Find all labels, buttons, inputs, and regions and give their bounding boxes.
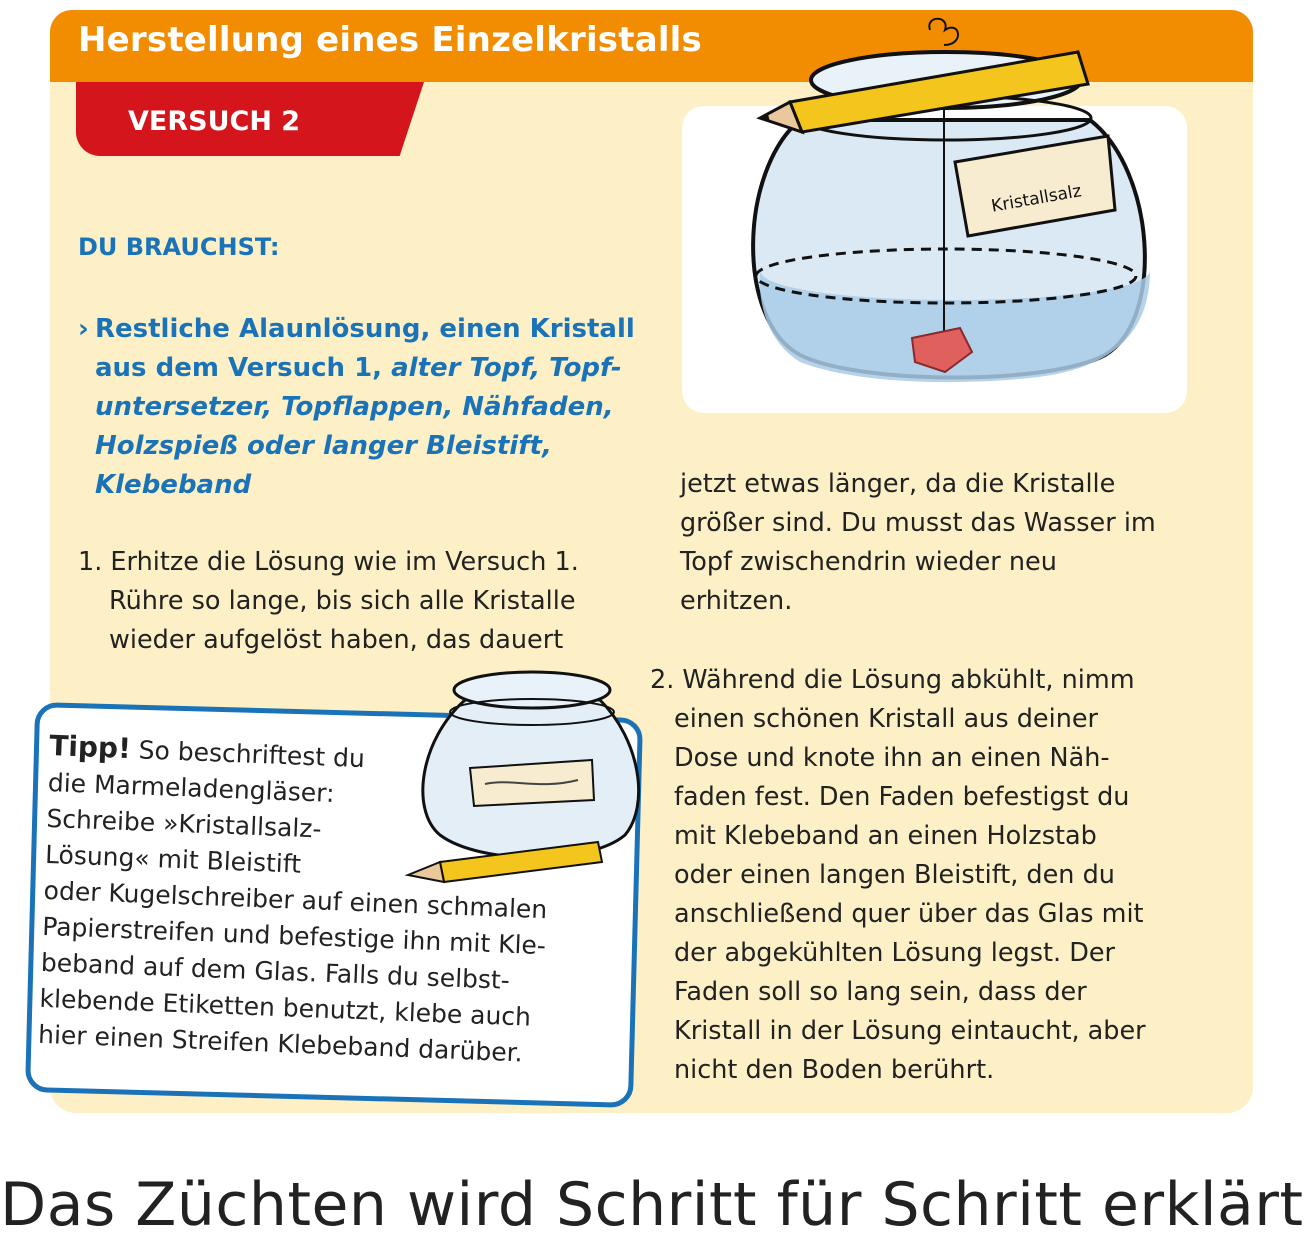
tip-line: oder Kugelschreiber auf einen schmalen xyxy=(43,875,548,925)
tip-line: Papierstreifen und befestige ihn mit Kle- xyxy=(41,911,547,961)
step-line: wieder aufgelöst haben, das dauert xyxy=(109,625,564,655)
tip-first-line: Tipp! So beschriftest du xyxy=(48,728,366,774)
materials-line: aus dem Versuch 1, alter Topf, Topf- xyxy=(95,353,622,383)
step-line: erhitzen. xyxy=(680,586,793,616)
step-line: mit Klebeband an einen Holzstab xyxy=(674,821,1097,851)
arrow-icon: › xyxy=(78,314,89,344)
tip-line: klebende Etiketten benutzt, klebe auch xyxy=(39,983,532,1032)
step-line: faden fest. Den Faden befestigst du xyxy=(674,782,1130,812)
materials-heading: DU BRAUCHST: xyxy=(78,233,280,261)
step-line: Rühre so lange, bis sich alle Kristalle xyxy=(109,586,576,616)
step-line: größer sind. Du musst das Wasser im xyxy=(680,508,1156,538)
materials-line: untersetzer, Topflappen, Nähfaden, xyxy=(95,392,614,422)
step-line: 1. Erhitze die Lösung wie im Versuch 1. xyxy=(78,547,579,577)
versuch-label: VERSUCH 2 xyxy=(128,106,301,137)
step-line: der abgekühlten Lösung legst. Der xyxy=(674,938,1116,968)
step-line: Dose und knote ihn an einen Näh- xyxy=(674,743,1110,773)
step-line: Kristall in der Lösung eintaucht, aber xyxy=(674,1016,1146,1046)
caption: Das Züchten wird Schritt für Schritt erklärt xyxy=(0,1170,1304,1240)
tip-line: Schreibe »Kristallsalz- xyxy=(45,803,322,844)
materials-line: Restliche Alaunlösung, einen Kristall xyxy=(95,314,635,344)
step-line: anschließend quer über das Glas mit xyxy=(674,899,1144,929)
materials-line: Holzspieß oder langer Bleistift, xyxy=(95,431,552,461)
tip-heading: Tipp! xyxy=(48,728,132,766)
step-line: 2. Während die Lösung abkühlt, nimm xyxy=(650,665,1135,695)
tip-line: Lösung« mit Bleistift xyxy=(44,839,302,879)
step-line: jetzt etwas länger, da die Kristalle xyxy=(680,469,1116,499)
tip-text xyxy=(38,728,610,1074)
step-line: oder einen langen Bleistift, den du xyxy=(674,860,1115,890)
tip-line: beband auf dem Glas. Falls du selbst- xyxy=(40,947,511,995)
step-line: einen schönen Kristall aus deiner xyxy=(674,704,1099,734)
step-line: Faden soll so lang sein, dass der xyxy=(674,977,1087,1007)
jar-label-text: Kristallsalz xyxy=(989,181,1083,217)
step-line: Topf zwischendrin wieder neu xyxy=(680,547,1057,577)
tip-line: hier einen Streifen Klebeband darüber. xyxy=(37,1019,524,1068)
step-line: nicht den Boden berührt. xyxy=(674,1055,995,1085)
tip-line: die Marmeladengläser: xyxy=(47,767,336,808)
materials-line: Klebeband xyxy=(95,470,252,500)
page-title: Herstellung eines Einzelkristalls xyxy=(78,20,702,60)
